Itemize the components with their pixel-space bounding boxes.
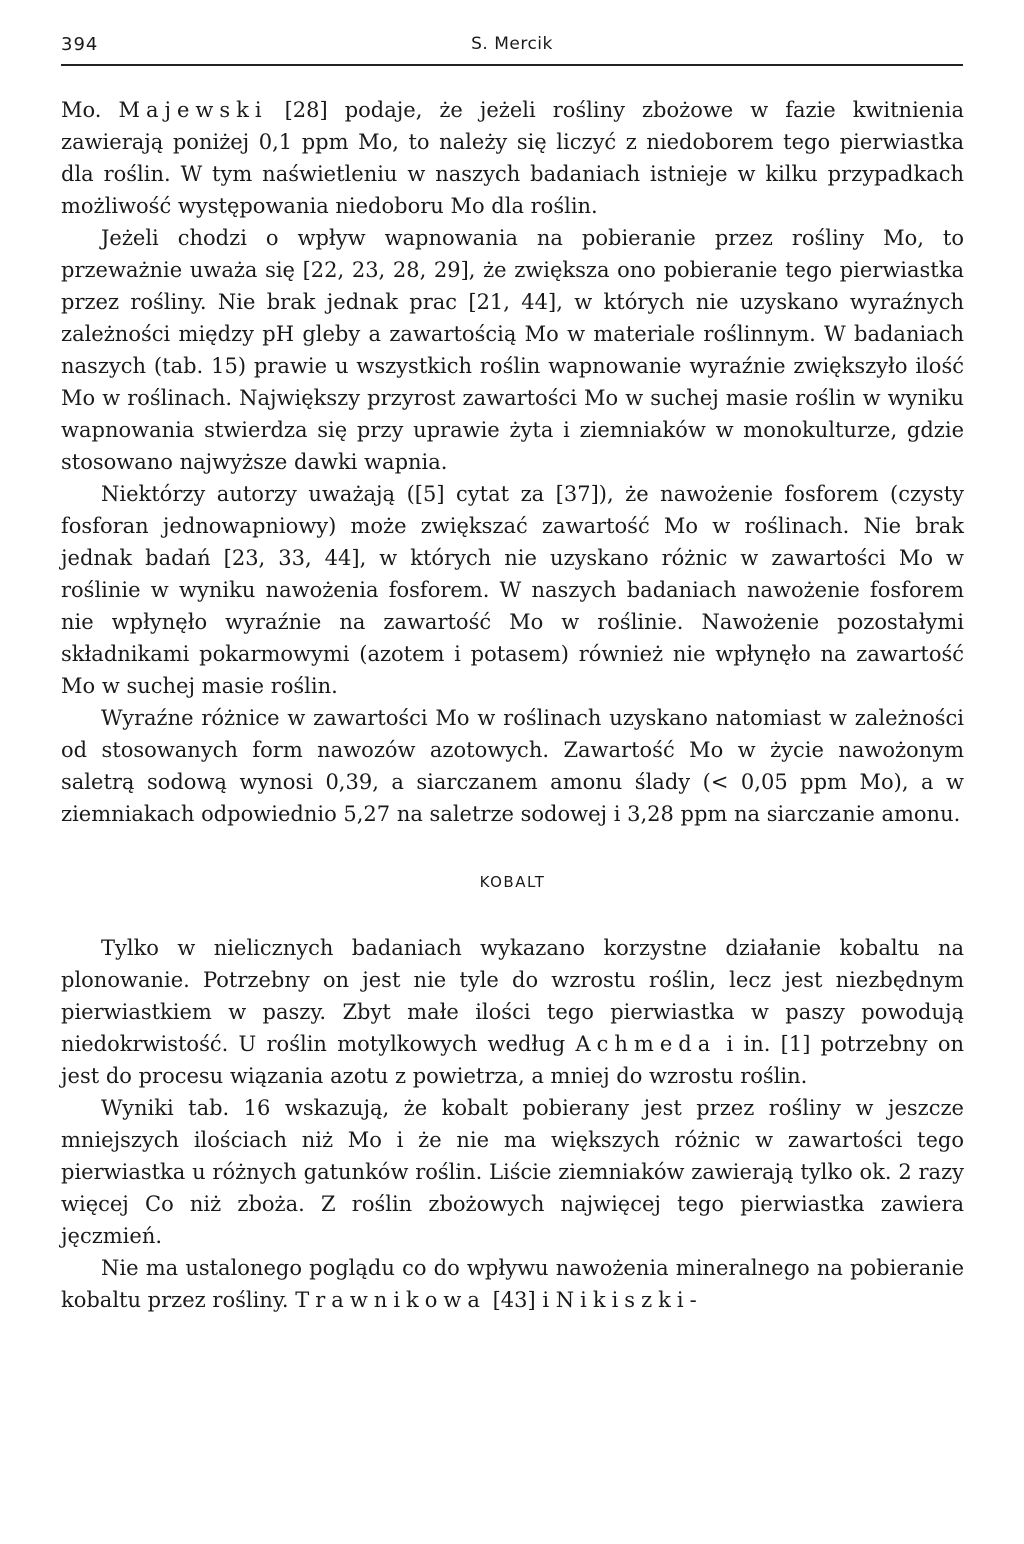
paragraph-mo-1 <box>61 94 964 222</box>
author-name-spaced: Achmeda <box>575 1032 717 1056</box>
section-heading-kobalt: KOBALT <box>479 873 546 891</box>
author-name-spaced: Trawnikowa <box>295 1288 486 1312</box>
paragraph-co-2 <box>61 1092 964 1252</box>
text-span: [28] podaje, że jeżeli rośliny zbożowe w fazie kwitnienia zawierają poniżej 0,1 ppm Mo, to należy się liczyć z niedoborem tego pierwiastka dla roślin. W tym naświetleniu w naszych badaniach istnieje w kilku przypadkach możliwość występowania niedoboru Mo dla roślin. <box>61 98 964 218</box>
text-span: [43] i <box>485 1288 556 1312</box>
paragraph-co-3 <box>61 1252 964 1316</box>
author-name-spaced: Nikiszki- <box>555 1288 703 1312</box>
body-text <box>61 94 964 1316</box>
text-span: Tylko w nielicznych badaniach wykazano korzystne działanie kobaltu na plonowanie. Potrzebny on jest nie tyle do wzrostu roślin, lecz jest niezbędnym pierwiastkiem w paszy. Zbyt małe ilości tego pierwiastka w paszy powodują niedokrwistość. U roślin motylkowych według <box>61 936 964 1056</box>
paragraph-mo-4 <box>61 702 964 830</box>
text-span: i in. [1] potrzebny on jest do procesu wiązania azotu z powietrza, a mniej do wzrostu roślin. <box>61 1032 965 1088</box>
text-span: Wyraźne różnice w zawartości Mo w roślinach uzyskano natomiast w zależności od stosowanych form nawozów azotowych. Zawartość Mo w życie nawożonym saletrą sodową wynosi 0,39, a siarczanem amonu ślady (< 0,05 ppm Mo), a w ziemniakach odpowiednio 5,27 na saletrze sodowej i 3,28 ppm na siarczanie amonu. <box>61 706 964 826</box>
text-span: Wyniki tab. 16 wskazują, że kobalt pobierany jest przez rośliny w jeszcze mniejszych ilościach niż Mo i że nie ma większych różnic w zawartości tego pierwiastka u różnych gatunków roślin. Liście ziemniaków zawierają tylko ok. 2 razy więcej Co niż zboża. Z roślin zbożowych najwięcej tego pierwiastka zawiera jęczmień. <box>61 1096 964 1248</box>
text-span: Mo. <box>61 98 119 122</box>
paragraph-mo-3 <box>61 478 964 702</box>
author-name-spaced: Majewski <box>118 98 268 122</box>
text-span: Nie ma ustalonego poglądu co do wpływu nawożenia mineralnego na pobieranie kobaltu przez rośliny. <box>61 1256 964 1312</box>
text-span: Jeżeli chodzi o wpływ wapnowania na pobieranie przez rośliny Mo, to przeważnie uważa się [22, 23, 28, 29], że zwiększa ono pobieranie tego pierwiastka przez rośliny. Nie brak jednak prac [21, 44], w których nie uzyskano wyraźnych zależności między pH gleby a zawartością Mo w materiale roślinnym. W badaniach naszych (tab. 15) prawie u wszystkich roślin wapnowanie wyraźnie zwiększyło ilość Mo w roślinach. Największy przyrost zawartości Mo w suchej masie roślin w wyniku wapnowania stwierdza się przy uprawie żyta i ziemniaków w monokulturze, gdzie stosowano najwyższe dawki wapnia. <box>61 226 964 474</box>
paragraph-mo-2 <box>61 222 964 478</box>
running-head-author: S. Mercik <box>471 34 553 54</box>
page-number: 394 <box>61 34 99 55</box>
running-head <box>61 30 963 66</box>
paragraph-co-1 <box>61 932 964 1092</box>
text-span: Niektórzy autorzy uważają ([5] cytat za [37]), że nawożenie fosforem (czysty fosforan jednowapniowy) może zwiększać zawartość Mo w roślinach. Nie brak jednak badań [23, 33, 44], w których nie uzyskano różnic w zawartości Mo w roślinie w wyniku nawożenia fosforem. W naszych badaniach nawożenie fosforem nie wpłynęło wyraźnie na zawartość Mo w roślinie. Nawożenie pozostałymi składnikami pokarmowymi (azotem i potasem) również nie wpłynęło na zawartość Mo w suchej masie roślin. <box>61 482 964 698</box>
